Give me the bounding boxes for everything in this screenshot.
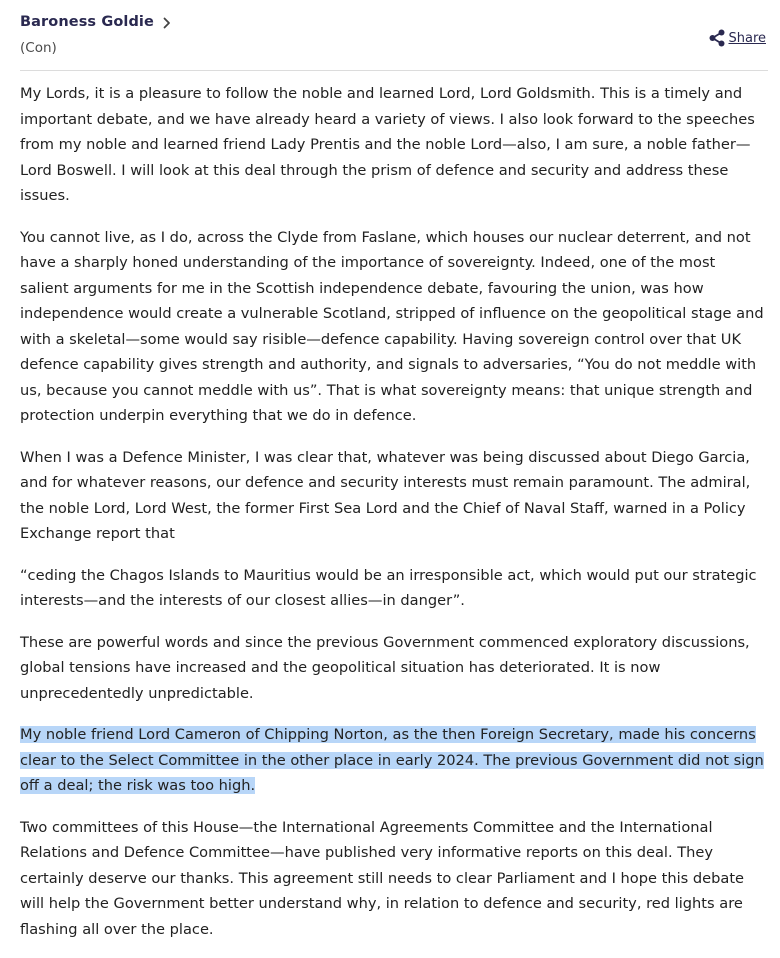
speech-paragraph: Two committees of this House—the International Agreements Committee and the International Relations and Defence Committee—have published very informative reports on this deal. They certainly deserve our thanks. This agreement still needs to clear Parliament and I hope this debate will help the Government better understand why, in relation to defence and security, red lights are flashing all over the place. [20, 818, 745, 938]
speech-paragraph: When I was a Defence Minister, I was clear that, whatever was being discussed about Diego Garcia, and for whatever reasons, our defence and security interests must remain paramount. The admiral, the noble Lord, Lord West, the former First Sea Lord and the Chief of Naval Staff, warned in a Policy Exchange report that [20, 448, 751, 542]
speech-paragraph-selected [20, 722, 766, 799]
speaker-name[interactable]: Baroness Goldie [20, 14, 154, 30]
speech-quote: “ceding the Chagos Islands to Mauritius would be an irresponsible act, which would put our strategic interests—and the interests of our closest allies—in danger”. [20, 566, 757, 609]
share-label[interactable]: Share [728, 30, 766, 46]
share-button[interactable] [707, 28, 766, 48]
contribution-header [20, 0, 768, 71]
chevron-right-icon[interactable] [162, 15, 172, 29]
selected-text[interactable]: My noble friend Lord Cameron of Chipping Norton, as the then Foreign Secretary, made his concerns clear to the Select Committee in the other place in early 2024. The previous Government did not sign off a deal; the risk was too high. [20, 726, 764, 794]
speech-paragraph: You cannot live, as I do, across the Clyde from Faslane, which houses our nuclear deterrent, and not have a sharply honed understanding of the importance of sovereignty. Indeed, one of the most salient arguments for me in the Scottish independence debate, favouring the union, was how independence would create a vulnerable Scotland, stripped of influence on the geopolitical stage and with a skeletal—some would say risible—defence capability. Having sovereign control over that UK defence capability gives strength and authority, and signals to adversaries, “You do not meddle with us, because you cannot meddle with us”. That is what sovereignty means: that unique strength and protection underpin everything that we do in defence. [20, 228, 764, 424]
speaker-party: (Con) [20, 40, 57, 56]
speech-paragraph: My Lords, it is a pleasure to follow the noble and learned Lord, Lord Goldsmith. This is a timely and important debate, and we have already heard a variety of views. I also look forward to the speeches from my noble and learned friend Lady Prentis and the noble Lord—also, I am sure, a noble father—Lord Boswell. I will look at this deal through the prism of defence and security and address these issues. [20, 85, 755, 204]
speaker-link[interactable] [20, 14, 172, 30]
speech-content [20, 81, 766, 958]
speech-paragraph: These are powerful words and since the previous Government commenced exploratory discussions, global tensions have increased and the geopolitical situation has deteriorated. It is now unprecedentedly unpredictable. [20, 633, 750, 702]
share-icon[interactable] [707, 28, 727, 48]
